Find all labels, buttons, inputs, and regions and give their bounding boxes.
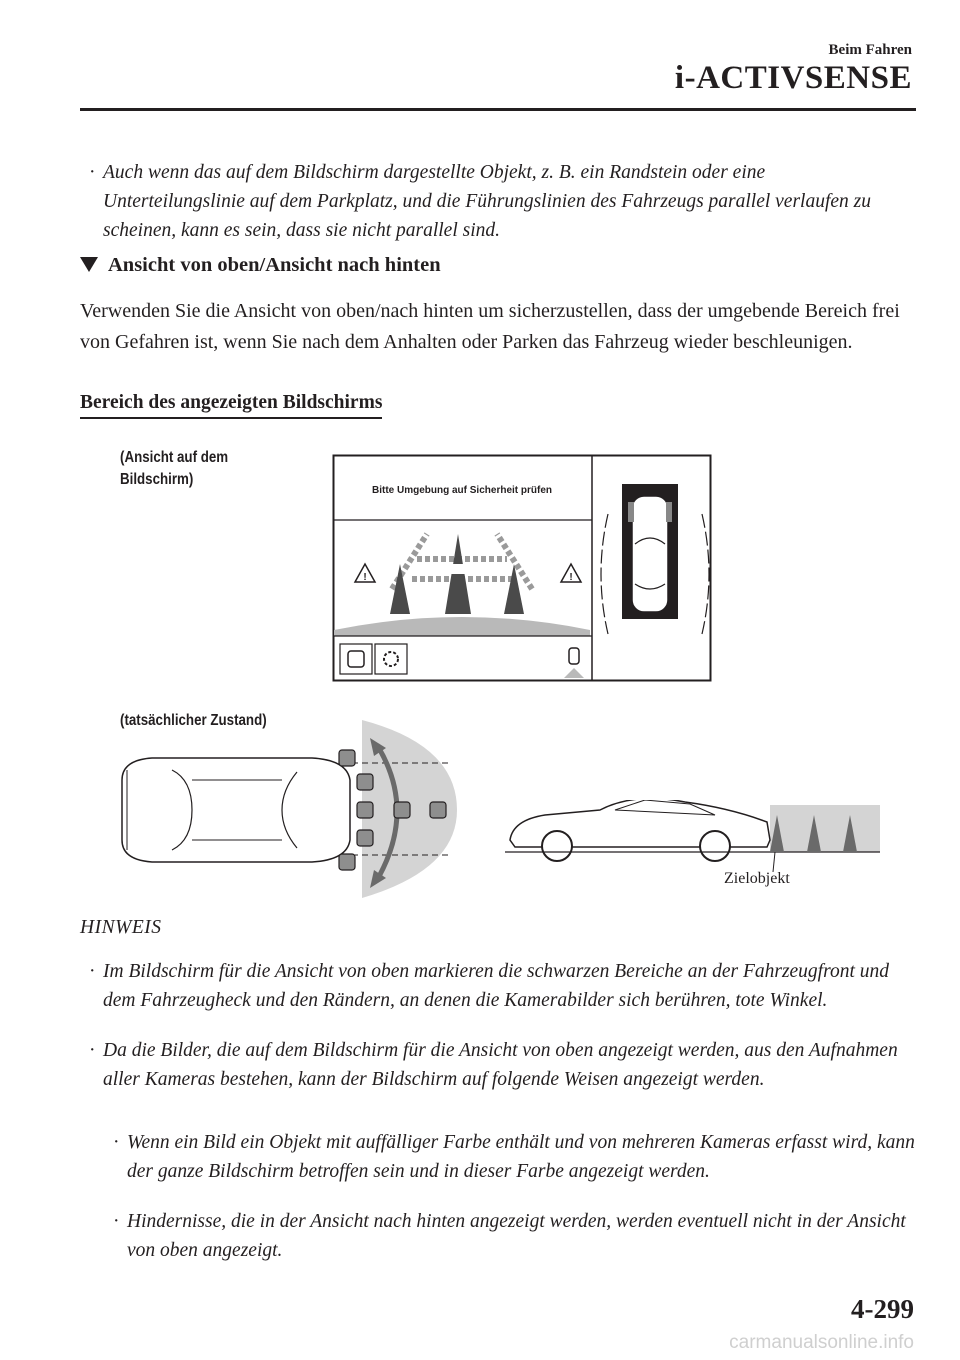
figure-label-actual: (tatsächlicher Zustand) [120, 712, 267, 729]
actual-top-view-illustration [112, 720, 457, 900]
view-switch-icon[interactable] [340, 644, 372, 674]
settings-gear-icon[interactable] [375, 644, 407, 674]
header-rule [80, 108, 916, 111]
detection-zone [770, 805, 880, 852]
section-label: Beim Fahren [828, 42, 912, 58]
section-heading: Ansicht von oben/Ansicht nach hinten [80, 254, 441, 277]
svg-text:!: ! [569, 572, 573, 583]
note-bullet-1: · Im Bildschirm für die Ansicht von oben markieren die schwarzen Bereiche an der Fahrzeugfront und dem Fahrzeugheck und den Rändern, an denen die Kamerabilder sich berühren, tote Winkel. [89, 961, 890, 1011]
triangle-marker-icon [80, 257, 98, 272]
section-paragraph: Verwenden Sie die Ansicht von oben/nach hinten um sicherzustellen, dass der umgebende Bereich frei von Gefahren ist, wenn Sie nach dem Anhalten oder Parken das Fahrzeug wieder beschleunigen. [80, 300, 900, 353]
note-sub-bullet-2: · Hindernisse, die in der Ansicht nach hinten angezeigt werden, werden eventuell nicht in der Ansicht von oben angezeigt. [113, 1211, 906, 1261]
leader-line [773, 852, 775, 872]
top-view-car [622, 484, 678, 619]
target-object-label: Zielobjekt [724, 870, 790, 887]
page-number: 4-299 [851, 1294, 914, 1324]
svg-text:!: ! [363, 572, 367, 583]
watermark: carmanualsonline.info [729, 1332, 914, 1353]
actual-side-view-illustration [505, 800, 880, 890]
note-bullet-2: · Da die Bilder, die auf dem Bildschirm für die Ansicht von oben angezeigt werden, aus den Aufnahmen aller Kameras bestehen, kann der Bildschirm auf folgende Weisen angezeigt werden. [89, 1040, 898, 1090]
intro-bullet: · Auch wenn das auf dem Bildschirm dargestellte Objekt, z. B. ein Randstein oder eine Unterteilungslinie auf dem Parkplatz, und die Führungslinien des Fahrzeugs parallel verlaufen zu scheinen, kann es sein, dass sie nicht parallel sind. [89, 162, 872, 241]
screen-message: Bitte Umgebung auf Sicherheit prüfen [371, 485, 553, 496]
note-sub-bullet-1: · Wenn ein Bild ein Objekt mit auffälliger Farbe enthält und von mehreren Kameras erfasst wird, kann der ganze Bildschirm betroffen sein und in dieser Farbe angezeigt werden. [113, 1132, 915, 1182]
chapter-title: i-ACTIVSENSE [674, 60, 912, 96]
subheading: Bereich des angezeigten Bildschirms [80, 392, 382, 419]
car-top-outline [122, 758, 350, 862]
figure-label-screen: (Ansicht auf dem Bildschirm) [120, 449, 229, 488]
camera-screen-illustration [332, 454, 712, 682]
note-heading: HINWEIS [80, 917, 162, 938]
